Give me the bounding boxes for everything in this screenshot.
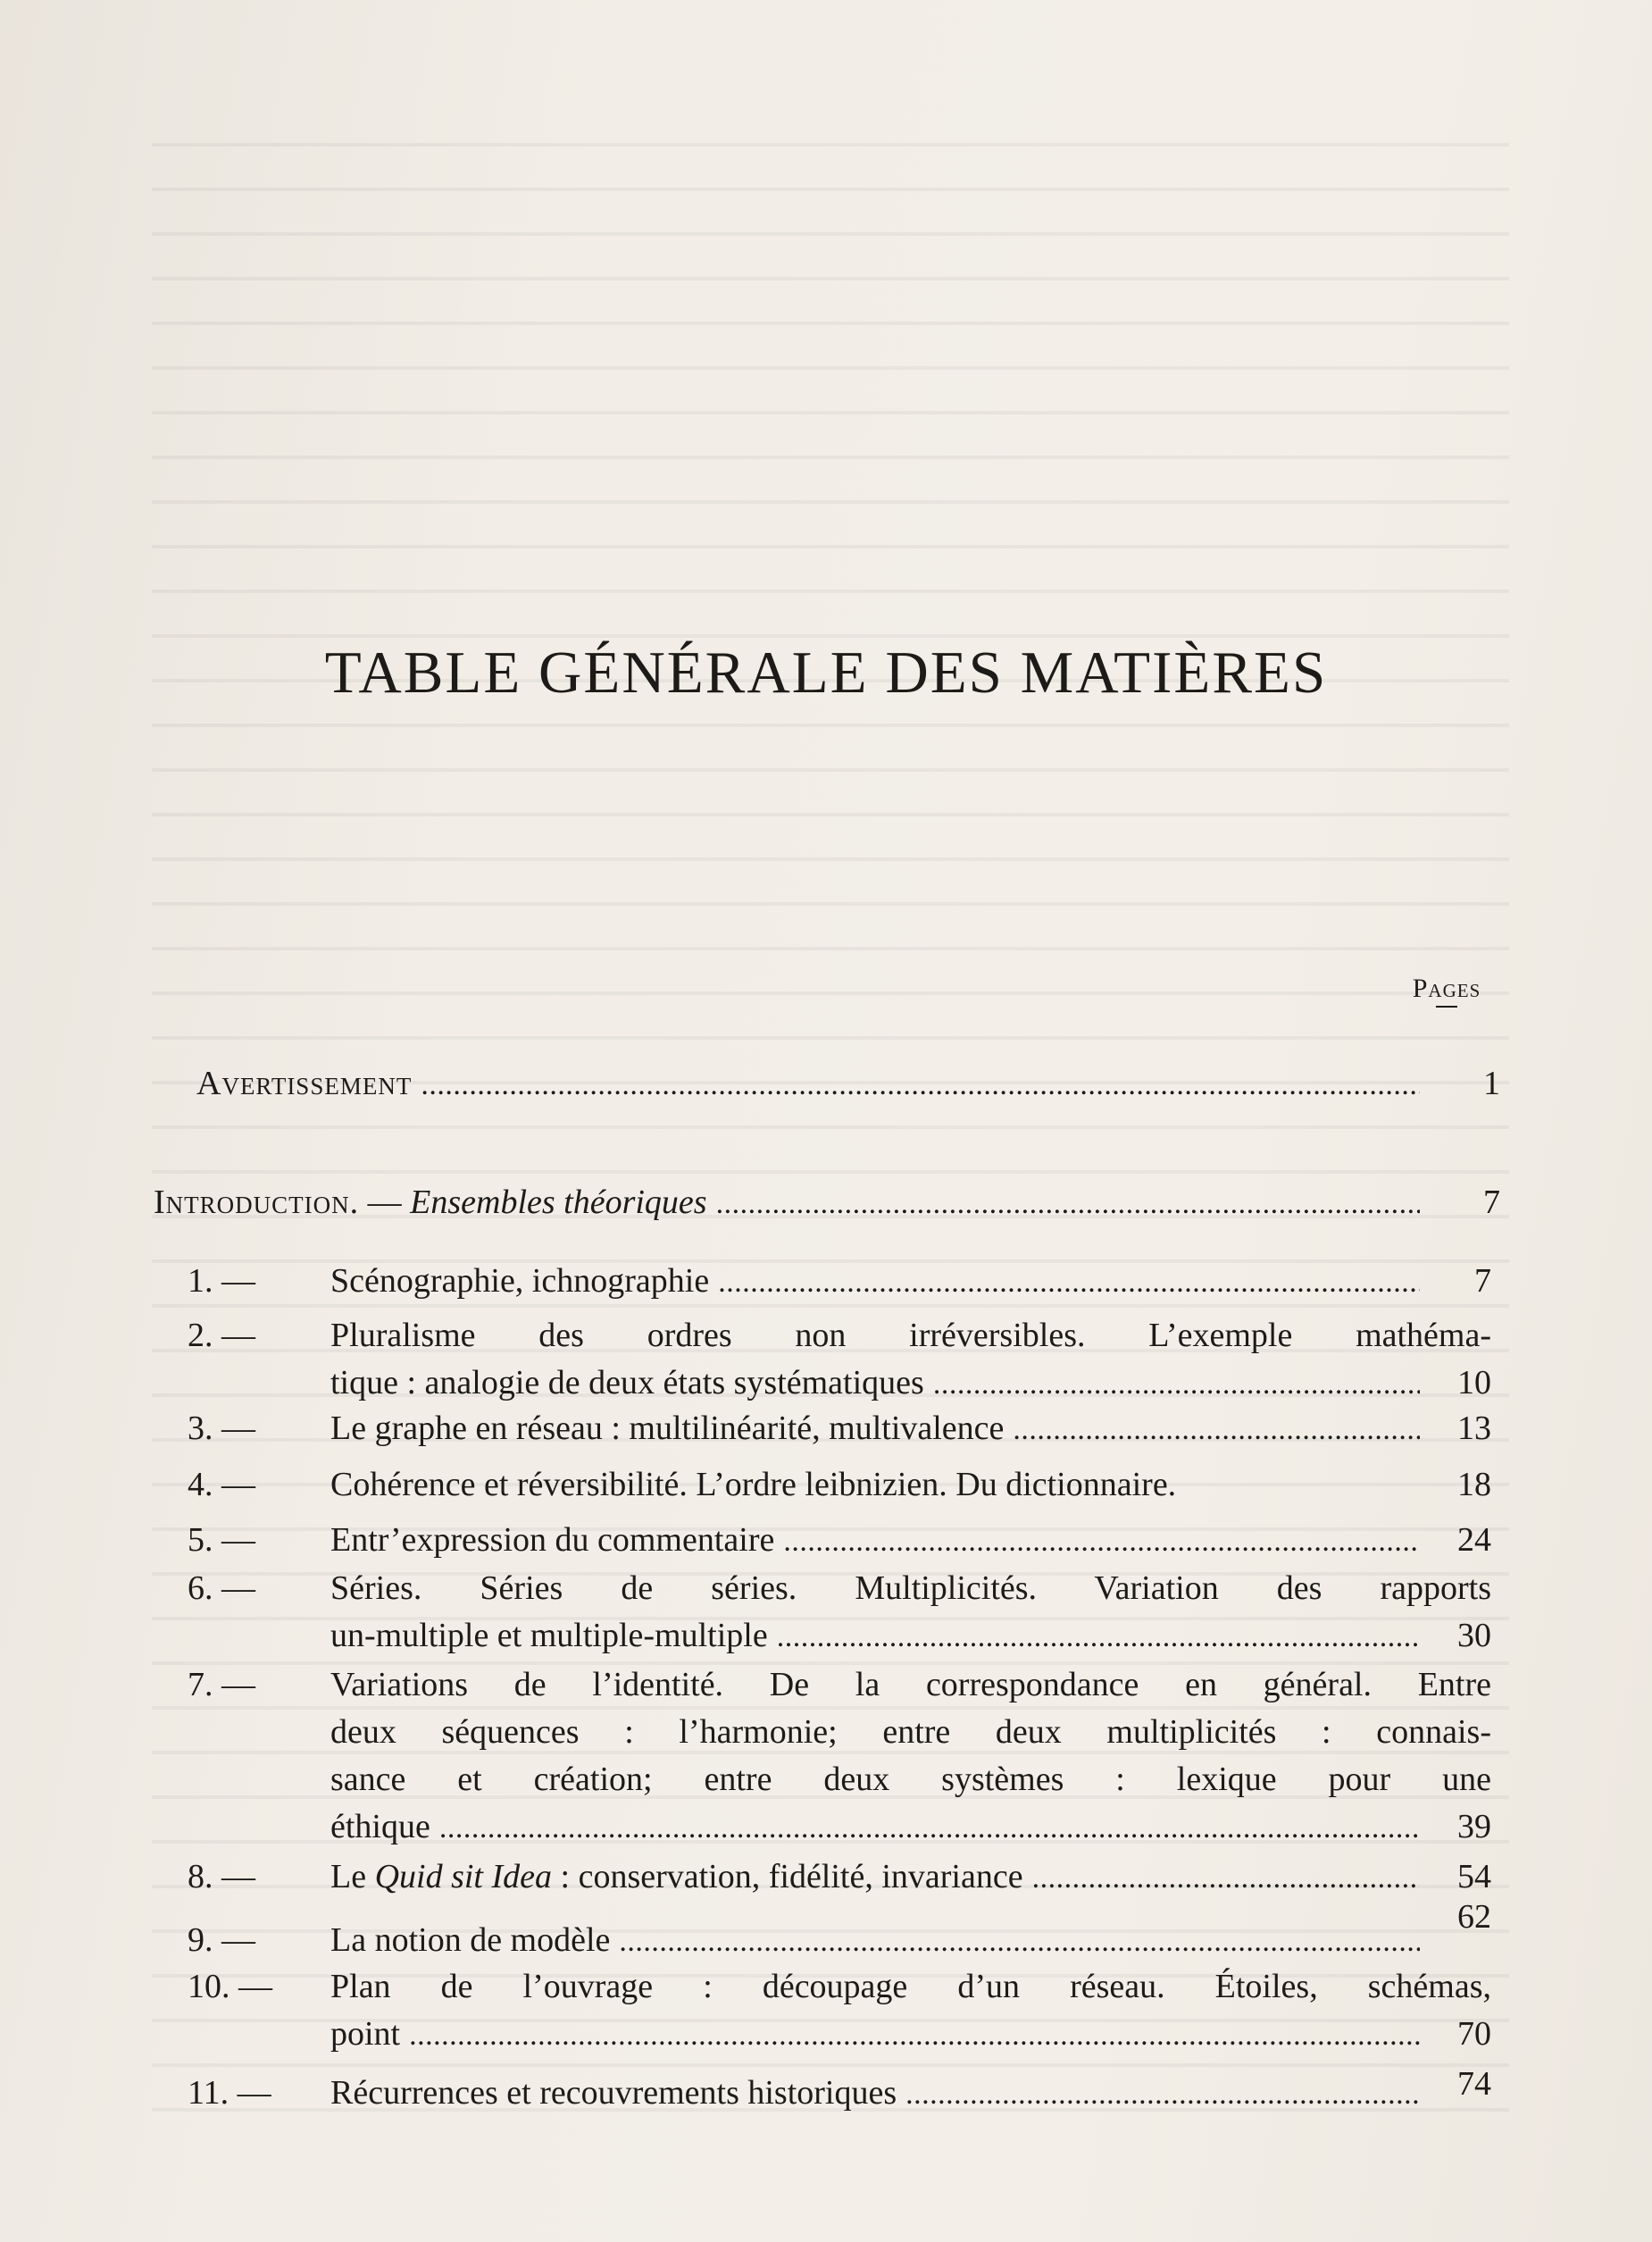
toc-item-page: 30	[1457, 1617, 1491, 1654]
toc-item[interactable]	[188, 1312, 1500, 1408]
introduction-label: Introduction.	[154, 1184, 360, 1221]
page-title: TABLE GÉNÉRALE DES MATIÈRES	[324, 640, 1328, 706]
leader-dots	[409, 2011, 1420, 2059]
toc-item-number: 5. —	[188, 1521, 255, 1559]
toc-item-text: Cohérence et réversibilité. L’ordre leibnizien. Du dictionnaire.	[330, 1466, 1177, 1503]
pages-underline	[1436, 1006, 1457, 1008]
toc-item[interactable]	[188, 1853, 1500, 1902]
toc-item[interactable]	[188, 1258, 1500, 1306]
toc-item-number: 10. —	[188, 1968, 272, 2005]
toc-entry-page: 7	[1483, 1184, 1500, 1221]
toc-item-line: sance et création; entre deux systèmes : lexique pour une	[330, 1761, 1491, 1798]
toc-item-text	[330, 1853, 1023, 1901]
leader-dots	[933, 1359, 1420, 1408]
toc-item-number: 9. —	[188, 1921, 255, 1959]
leader-dots	[1013, 1405, 1420, 1453]
toc-item-text: Le graphe en réseau : multilinéarité, multivalence	[330, 1410, 1005, 1447]
introduction-subtitle: Ensembles théoriques	[410, 1184, 707, 1221]
toc-item-page: 13	[1457, 1410, 1491, 1447]
toc-item-line: Plan de l’ouvrage : découpage d’un réseau. Étoiles, schémas,	[330, 1968, 1491, 2005]
toc-item-text: Récurrences et recouvrements historiques	[330, 2074, 897, 2112]
toc-item-line: deux séquences : l’harmonie; entre deux multiplicités : connais-	[330, 1713, 1491, 1751]
toc-entry-label	[154, 1177, 707, 1227]
toc-item[interactable]	[188, 1963, 1500, 2059]
toc-item-text: point	[330, 2015, 401, 2053]
toc-item-text: tique : analogie de deux états systématiques	[330, 1364, 924, 1401]
leader-dots	[421, 1058, 1420, 1110]
pages-column-header	[1393, 974, 1500, 1008]
toc-item-line: Variations de l’identité. De la correspondance en général. Entre	[330, 1666, 1491, 1703]
toc-item-page: 10	[1457, 1364, 1491, 1401]
toc-item[interactable]	[188, 2065, 1500, 2118]
toc-entry-page: 1	[1483, 1065, 1500, 1102]
toc-item-number: 11. —	[188, 2074, 271, 2112]
toc-item[interactable]	[188, 1461, 1500, 1509]
leader-dots	[619, 1917, 1420, 1965]
toc-item-number: 8. —	[188, 1858, 255, 1895]
toc-item-number: 3. —	[188, 1410, 255, 1447]
toc-item[interactable]	[188, 1405, 1500, 1453]
leader-dots	[1032, 1853, 1420, 1902]
leader-dots	[439, 1803, 1420, 1852]
toc-item-text: La notion de modèle	[330, 1921, 611, 1959]
toc-entry-introduction[interactable]	[154, 1177, 1500, 1229]
toc-item[interactable]	[188, 1661, 1500, 1852]
toc-item-text: Scénographie, ichnographie	[330, 1262, 710, 1300]
toc-item-text-italic: Quid sit Idea	[374, 1858, 553, 1895]
toc-item-page: 7	[1474, 1262, 1491, 1300]
leader-dots	[718, 1258, 1420, 1306]
introduction-dash: —	[359, 1184, 411, 1221]
toc-entry-label: Avertissement	[196, 1065, 413, 1102]
toc-entry-avertissement[interactable]	[196, 1058, 1500, 1110]
toc-item-page: 54	[1457, 1858, 1491, 1895]
toc-item-page: 74	[1457, 2065, 1491, 2103]
toc-item-page: 62	[1457, 1898, 1491, 1936]
toc-item-text: un-multiple et multiple-multiple	[330, 1617, 768, 1654]
leader-dots	[716, 1177, 1420, 1229]
toc-item-line: Séries. Séries de séries. Multiplicités. Variation des rapports	[330, 1569, 1491, 1607]
toc-item-page: 70	[1457, 2015, 1491, 2053]
toc-item-number: 4. —	[188, 1466, 255, 1503]
leader-dots	[783, 1517, 1420, 1565]
toc-item-number: 6. —	[188, 1569, 255, 1607]
toc-item-text: éthique	[330, 1808, 430, 1845]
pages-label: Pages	[1412, 974, 1481, 1003]
toc-item[interactable]	[188, 1565, 1500, 1661]
toc-item-number: 2. —	[188, 1317, 255, 1354]
toc-item-number: 1. —	[188, 1262, 255, 1300]
toc-item-line: Pluralisme des ordres non irréversibles. L’exemple mathéma-	[330, 1317, 1491, 1354]
toc-item-text-prefix: Le	[330, 1858, 375, 1895]
toc-item[interactable]	[188, 1898, 1500, 1965]
toc-item-page: 18	[1457, 1466, 1491, 1503]
toc-item[interactable]	[188, 1517, 1500, 1565]
leader-dots	[905, 2070, 1420, 2118]
toc-item-text: Entr’expression du commentaire	[330, 1521, 775, 1559]
toc-item-page: 24	[1457, 1521, 1491, 1559]
toc-item-page: 39	[1457, 1808, 1491, 1845]
toc-item-text-rest: : conservation, fidélité, invariance	[552, 1858, 1023, 1895]
toc-item-number: 7. —	[188, 1666, 255, 1703]
leader-dots	[777, 1612, 1420, 1661]
